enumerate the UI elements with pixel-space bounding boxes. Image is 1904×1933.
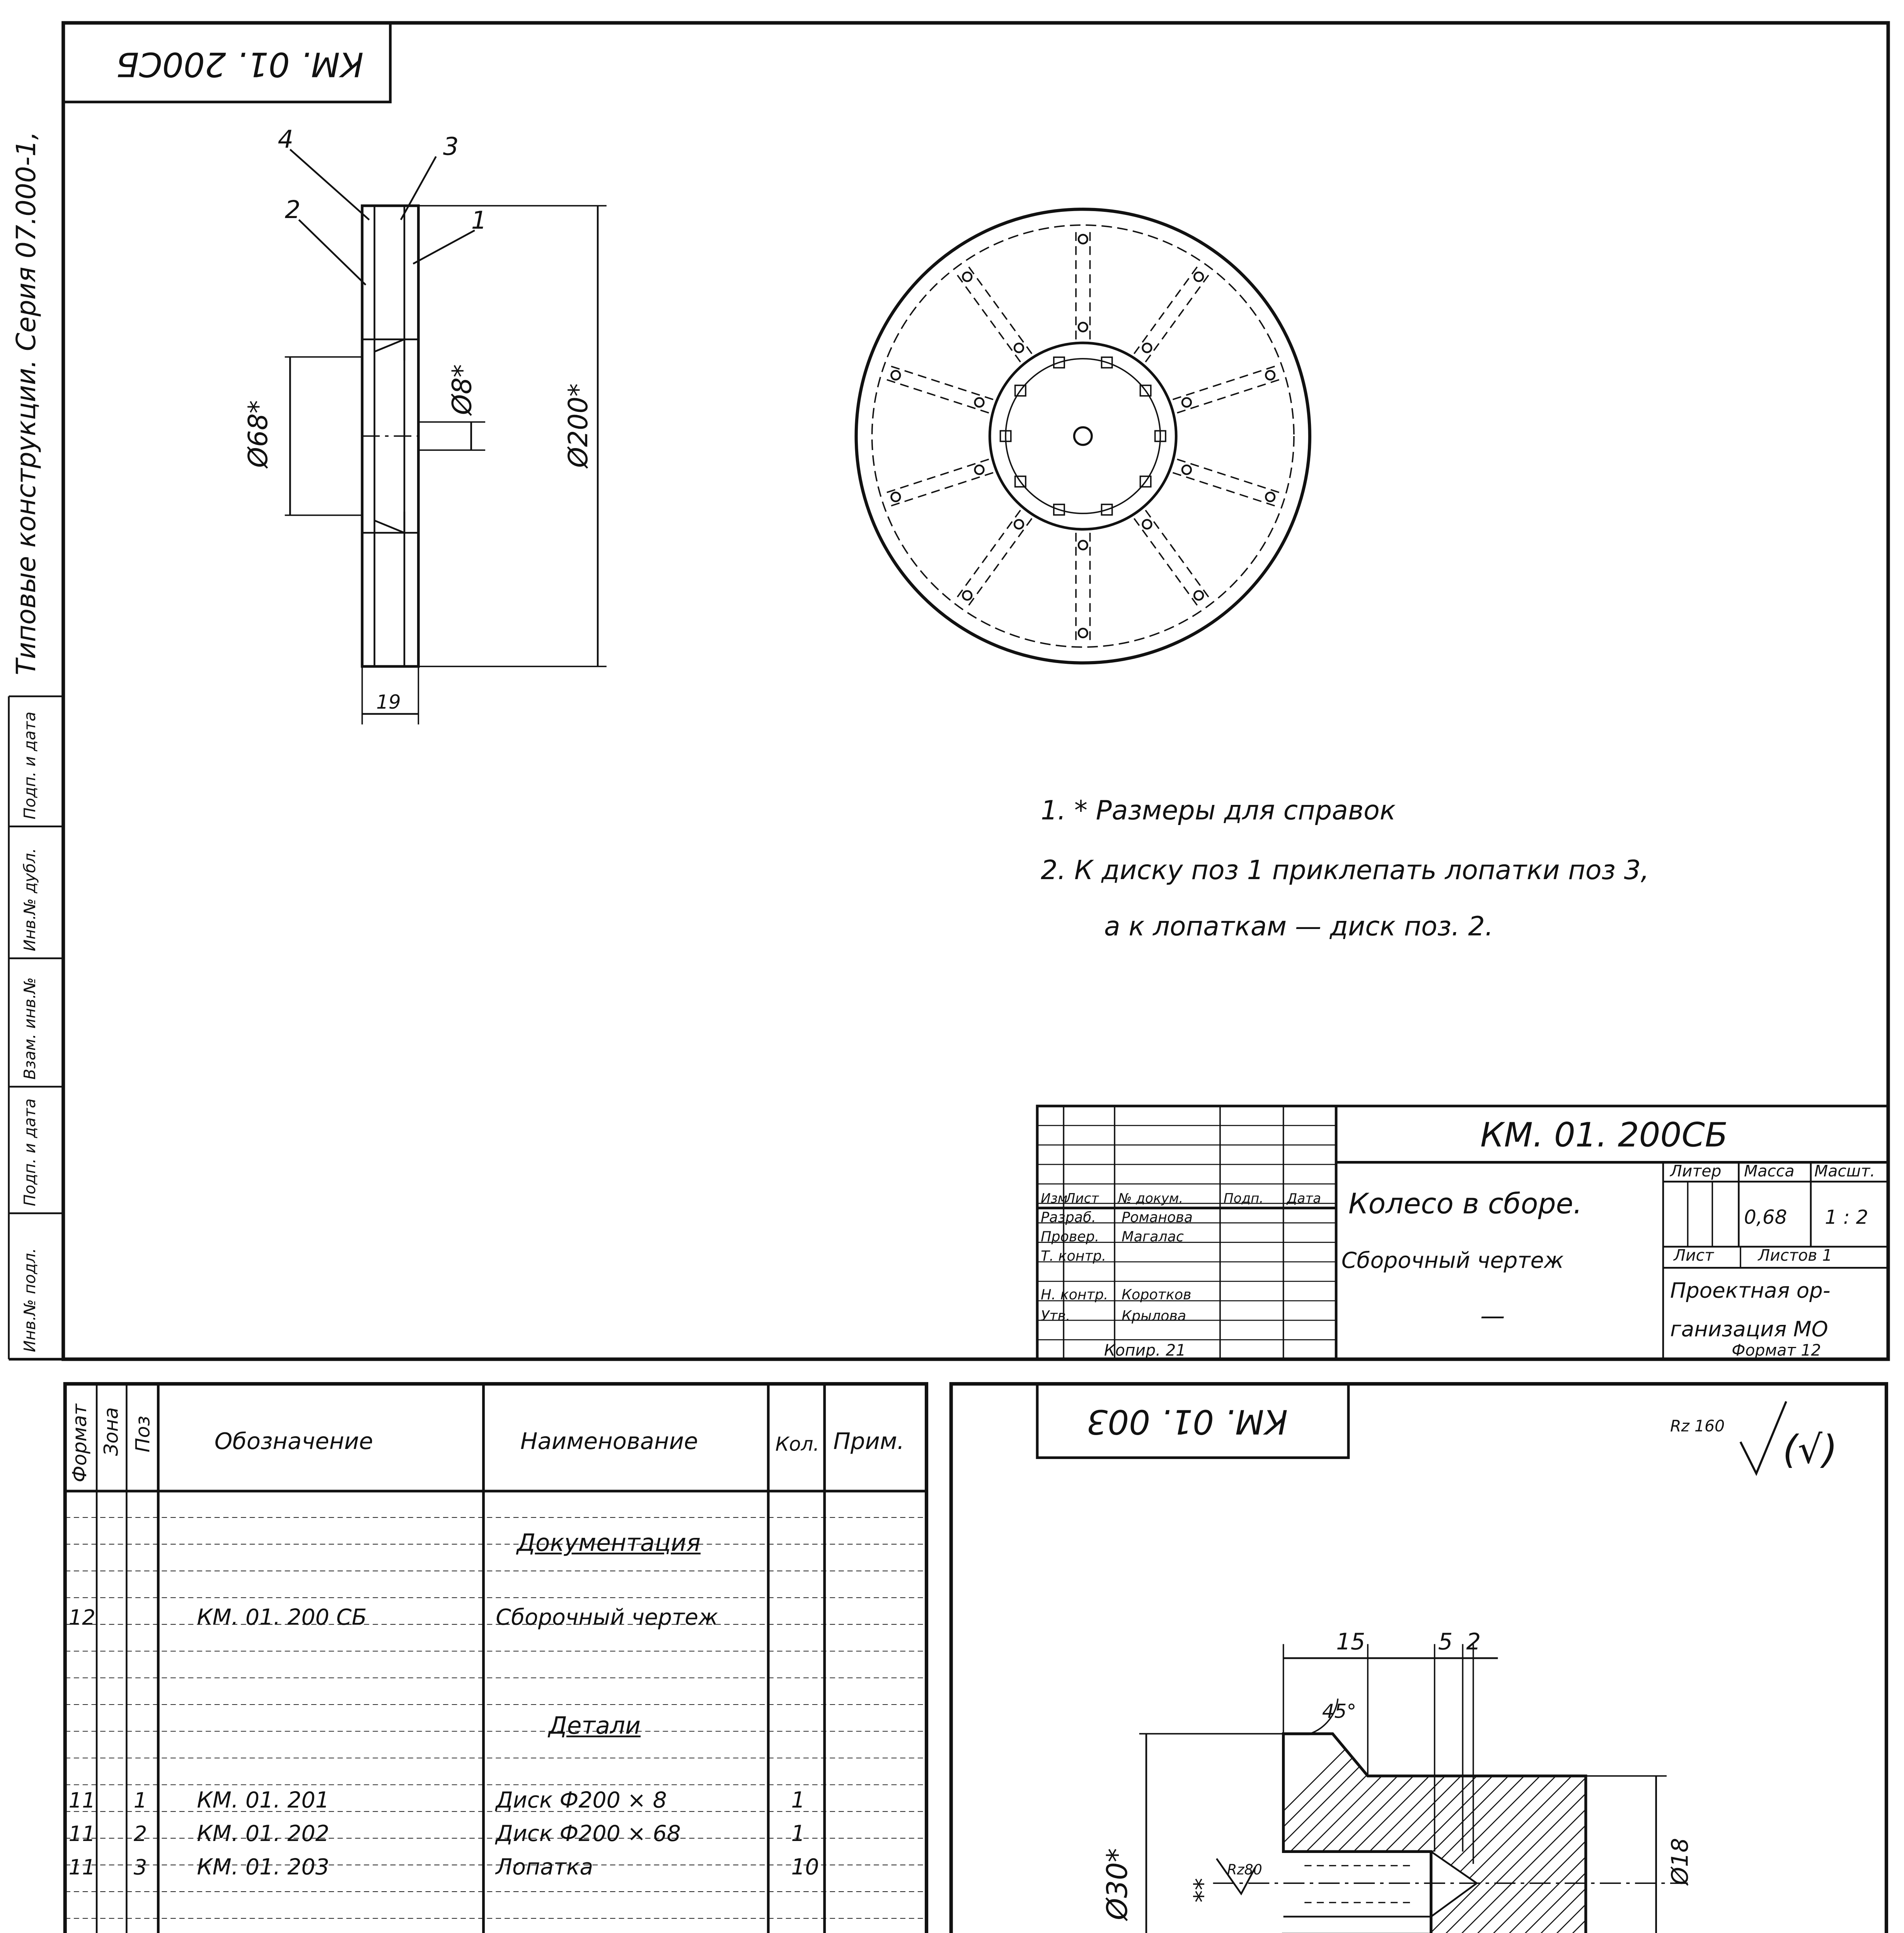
rivet (1266, 493, 1275, 501)
hatch-line (1102, 1723, 1419, 1933)
blade-edge (955, 272, 1020, 362)
spec-head-note: Прим. (833, 1429, 905, 1456)
head-litera-1: Литер (1670, 1164, 1722, 1182)
hatch-line (1261, 1723, 1577, 1933)
spec-sheet-lines (9, 1384, 927, 1933)
hatch-line (1324, 1723, 1640, 1933)
blade-edge (1134, 264, 1199, 354)
spec-cell-fmt: 11 (68, 1788, 95, 1813)
hatch-line (1609, 1723, 1904, 1933)
col-head: Дата (1287, 1190, 1321, 1207)
sheets-label-1: Листов 1 (1758, 1248, 1832, 1266)
hatch-line (1668, 1723, 1904, 1933)
hatch-line (1767, 1723, 1904, 1933)
rivet (1194, 272, 1203, 281)
hatch-line (1451, 1723, 1767, 1933)
dim-d8: Ø8* (447, 364, 478, 415)
hatch-line (1482, 1723, 1799, 1933)
hatch-line (1355, 1723, 1672, 1933)
col-head: Подп. (1224, 1190, 1264, 1207)
hatch-line (1213, 1723, 1530, 1933)
mass-1: 0,68 (1744, 1206, 1787, 1229)
rivet (963, 591, 972, 600)
spec-head-qty: Кол. (775, 1433, 820, 1456)
hatch-line (1118, 1723, 1435, 1933)
spec-cell-qty: 1 (791, 1820, 805, 1846)
blade-edge (1145, 510, 1210, 600)
blade-edge (955, 510, 1020, 600)
note-1: 1. * Размеры для справок (1041, 794, 1396, 827)
hatch-line (1245, 1723, 1561, 1933)
blade-edge (967, 518, 1032, 608)
hatch-line (1751, 1723, 1904, 1933)
hatch-line (1134, 1723, 1451, 1933)
rivet (1266, 371, 1275, 380)
spec-head-format: Формат (68, 1404, 92, 1483)
dim-d30: Ø30* (1100, 1848, 1134, 1920)
hatch-line (1229, 1723, 1546, 1933)
hatch-line (1846, 1723, 1904, 1933)
role: Т. контр. (1041, 1249, 1106, 1265)
hatch-line (1435, 1723, 1751, 1933)
rivet (1079, 323, 1088, 332)
blade-edge (883, 459, 989, 494)
rivet (1143, 343, 1152, 352)
thread-mark: ** (1190, 1878, 1219, 1903)
stamp-code-1: КМ. 01. 200СБ (116, 44, 364, 83)
rivet (891, 493, 900, 501)
blade-edge (1145, 272, 1210, 362)
hatch-line (1545, 1723, 1862, 1933)
roughness-rest: (√) (1783, 1429, 1838, 1474)
role: Разраб. (1041, 1210, 1096, 1226)
copied-1: Копир. 21 (1104, 1343, 1186, 1361)
position-1: 1 (471, 207, 487, 236)
hatch-line (1640, 1723, 1904, 1933)
blade-edge (888, 365, 993, 400)
spec-cell-name: Лопатка (496, 1853, 593, 1880)
rivet (963, 272, 972, 281)
hatch-line (1308, 1723, 1624, 1933)
hatch-line (1371, 1723, 1688, 1933)
rz80-mark: Rz80 (1227, 1862, 1262, 1878)
spec-head-name: Наименование (520, 1429, 698, 1456)
spec-cell-qty: 10 (791, 1853, 819, 1880)
rivet (1194, 591, 1203, 600)
spec-cell-pos: 2 (133, 1822, 147, 1846)
section-parts: Детали (548, 1713, 641, 1741)
dim-d18: Ø18 (1668, 1838, 1695, 1885)
spec-head-zone: Зона (100, 1407, 123, 1456)
side-label-2: Инв.№ дубл. (23, 848, 41, 951)
blade-edge (1173, 365, 1278, 400)
side-label-1: Подп. и дата (23, 711, 41, 820)
hatch-line (1656, 1723, 1904, 1933)
position-4: 4 (278, 126, 294, 155)
wheel-side-view (285, 150, 607, 724)
spec-cell-name: Диск Ф200 × 68 (496, 1820, 681, 1846)
hatch-line (1830, 1723, 1904, 1933)
rivet (975, 398, 984, 407)
blade-edge (1177, 459, 1282, 494)
blade-edge (1177, 378, 1282, 413)
wheel-front-view (856, 209, 1310, 663)
side-label-3: Взам. инв.№ (23, 977, 41, 1080)
hatch-line (1735, 1723, 1904, 1933)
rivet (975, 465, 984, 474)
dim-w19: 19 (376, 691, 401, 714)
spec-cell-fmt: 11 (68, 1822, 95, 1846)
spec-cell-name: Сборочный чертеж (496, 1604, 718, 1630)
head-scale-1: Масшт. (1814, 1164, 1875, 1182)
blade-edge (967, 264, 1032, 354)
rivet (1079, 629, 1088, 638)
position-3: 3 (443, 133, 459, 162)
dim-2: 2 (1466, 1630, 1481, 1657)
hatch-line (1862, 1723, 1904, 1933)
series-strip: Типовые конструкции. Серия 07.000-1, (10, 131, 43, 675)
scale-1: 1 : 2 (1825, 1206, 1868, 1229)
dim-d68: Ø68* (242, 400, 274, 468)
section-documents: Документация (516, 1530, 701, 1558)
title-name-1: Колесо в сборе. (1348, 1187, 1582, 1220)
spec-cell-code: КМ. 01. 200 СБ (197, 1604, 367, 1630)
role: Провер. (1041, 1229, 1099, 1245)
signer-name: Крылова (1122, 1307, 1186, 1323)
title-doctype-1: Сборочный чертеж (1341, 1246, 1564, 1273)
title-dash-1: — (1480, 1303, 1505, 1331)
rivet (1182, 465, 1191, 474)
hatch-line (1514, 1723, 1830, 1933)
spec-cell-name: Диск Ф200 × 8 (496, 1786, 667, 1813)
col-head: № докум. (1118, 1190, 1183, 1207)
role: Н. контр. (1041, 1288, 1108, 1304)
hatch-line (1814, 1723, 1904, 1933)
format-1: Формат 12 (1732, 1343, 1821, 1361)
spec-cell-pos: 3 (133, 1855, 147, 1880)
blade-edge (1173, 473, 1278, 507)
org-1b: ганизация МО (1670, 1317, 1828, 1342)
spec-head-pos: Поз (132, 1416, 155, 1452)
col-head: Изм (1041, 1190, 1068, 1207)
role: Утв. (1041, 1307, 1070, 1323)
blade-spokes (883, 228, 1282, 643)
rivet (1014, 343, 1023, 352)
spec-cell-fmt: 11 (68, 1855, 95, 1880)
rivet (1143, 520, 1152, 529)
position-2: 2 (285, 197, 301, 225)
hatch-line (1704, 1723, 1904, 1933)
rivet (1079, 541, 1088, 550)
dim-5: 5 (1438, 1630, 1453, 1657)
blade-edge (888, 473, 993, 507)
side-label-4: Подп. и дата (23, 1098, 41, 1207)
blade-edge (1134, 518, 1199, 608)
hatch-line (1197, 1723, 1514, 1933)
spec-cell-pos: 1 (133, 1788, 147, 1813)
signer-name: Коротков (1122, 1288, 1191, 1304)
rivet (1182, 398, 1191, 407)
org-1a: Проектная ор- (1670, 1278, 1831, 1303)
hatch-line (1719, 1723, 1904, 1933)
spec-cell-code: КМ. 01. 203 (197, 1853, 329, 1880)
side-label-5: Инв.№ подл. (23, 1248, 41, 1352)
hatch-line (1466, 1723, 1783, 1933)
signer-name: Романова (1122, 1210, 1193, 1226)
dim-angle: 45° (1322, 1700, 1357, 1723)
hatch-line (1340, 1723, 1656, 1933)
title-code-1: КМ. 01. 200СБ (1480, 1117, 1728, 1156)
spec-cell-code: КМ. 01. 202 (197, 1820, 329, 1846)
bushing-section (1055, 1644, 1904, 1933)
rivet (1014, 520, 1023, 529)
spec-cell-code: КМ. 01. 201 (197, 1786, 329, 1813)
dim-15: 15 (1336, 1630, 1365, 1657)
hatch-line (1419, 1723, 1735, 1933)
spec-cell-fmt: 12 (68, 1605, 95, 1630)
hatch-line (1561, 1723, 1878, 1933)
hatch-line (1624, 1723, 1904, 1933)
bushing-sheet-lines (951, 1384, 1904, 1933)
head-mass-1: Масса (1744, 1164, 1795, 1182)
hatch-line (1593, 1723, 1904, 1933)
blade-edge (883, 378, 989, 413)
sheet-label-1: Лист (1674, 1248, 1714, 1266)
signer-name: Магалас (1122, 1229, 1184, 1245)
spec-head-code: Обозначение (214, 1429, 373, 1456)
rivet (1079, 235, 1088, 244)
roughness-rz160: Rz 160 (1670, 1419, 1725, 1437)
col-head: Лист (1065, 1190, 1099, 1207)
note-2: 2. К диску поз 1 приклепать лопатки поз 3, (1041, 854, 1649, 886)
spec-cell-qty: 1 (791, 1786, 805, 1813)
stamp-code-3: КМ. 01. 003 (1086, 1401, 1288, 1440)
rivet (891, 371, 900, 380)
hatch-line (1688, 1723, 1904, 1933)
dim-d200: Ø200* (563, 383, 595, 468)
note-3: а к лопаткам — диск поз. 2. (1104, 911, 1493, 943)
hatch-line (1529, 1723, 1846, 1933)
hatch-line (1577, 1723, 1894, 1933)
